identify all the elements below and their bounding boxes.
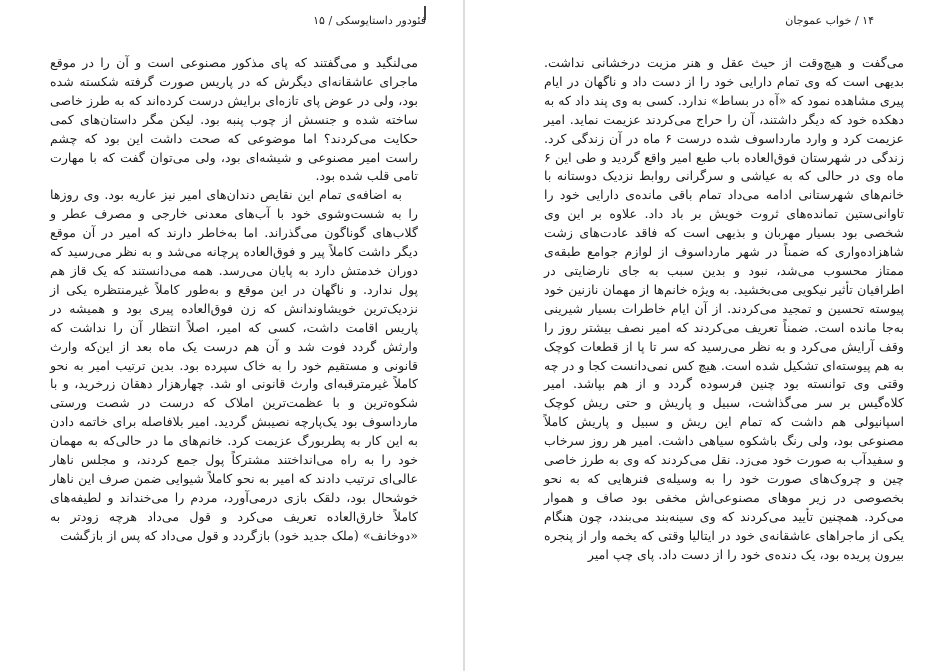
left-page-header: فئودور داستایوسکی / ۱۵ — [313, 14, 426, 27]
right-page — [466, 0, 932, 671]
left-paragraph-2: به اضافه‌ی تمام این نقایص دندان‌های امیر نیز عاریه بود. وی روزها را به شست‌وشوی خود با آب‌های معدنی خارجی و مصرف عطر و گلاب‌های گوناگون می‌گذراند. اما به‌خاطر دارند که امیر در آن موقع دیگر داشت کاملاً پیر و فوق‌العاده پرچانه می‌شد و به نظر می‌رسید که دوران خدمتش دارد به پایان می‌رسد. همه می‌دانستند که یک قاز هم پول ندارد. و ناگهان در این موقع و به‌طور کاملاً غیرمنتظره یکی از نزدیک‌ترین خویشاوندانش که زن فوق‌العاده پیری بود و همیشه در پاریس اقامت داشت، کسی که امیر، اصلاً انتظار آن را نداشت که وارثش گردد فوت شد و آن هم درست یک ماه بعد از این‌که وارث قانونی و مستقیم خود را به خاک سپرده بود. بدین ترتیب امیر به نحو کاملاً غیرمترقبه‌ای وارث قانونی او شد. چهارهزار دهقان زرخرید، و با شکوه‌ترین و با عظمت‌ترین املاک که درست در شصت ورستی مارداسوف بود یک‌پارچه نصیبش گردید. امیر بلافاصله برای خاتمه دادن به این کار به پطربورگ عزیمت کرد. خانم‌های ما در حالی‌که به مهمان خود را به راه می‌انداختند مشترکاً پول جمع کردند، و مجلس ناهار عالی‌ای ترتیب دادند که امیر به نحو کاملاً شیوایی ضمن صرف این ناهار خوشحال بود، دلقک بازی درمی‌آورد، مردم را می‌خنداند و لطیفه‌های کاملاً خارق‌العاده تعریف می‌کرد و قول می‌داد هرچه زودتر به «دوخانف» (ملک جدید خود) بازگردد و قول می‌داد که پس از بازگشت — [50, 187, 418, 543]
left-paragraph-1: می‌لنگید و می‌گفتند که پای مذکور مصنوعی است و آن را در موقع ماجرای عاشقانه‌ای دیگرش که در پاریس صورت گرفته شکسته شده بود، ولی در عوض پای تازه‌ای برایش درست کرده‌اند که به طرز خاصی ساخته شده و جنسش از چوب پنبه بود. لیکن مگر داستان‌های کمی حکایت می‌کردند؟ اما موضوعی که صحت داشت این بود که چشم راست امیر مصنوعی و شیشه‌ای بود، ولی می‌توان گفت که با مهارت تامی قلب شده بود. — [50, 55, 418, 184]
right-page-header: ۱۴ / خواب عموجان — [785, 14, 874, 27]
right-page-body — [544, 54, 904, 564]
right-paragraph-1: می‌گفت و هیچ‌وقت از حیث عقل و هنر مزیت درخشانی نداشت. بدیهی است که وی تمام دارایی خود را از دست داد و ناگهان در ایام پیری مشاهده نمود که «آه در بساط» ندارد. کسی به وی پند داد که به دهکده خود که دیگر داشتند، آن را حراج می‌کردند عزیمت نماید. امیر عزیمت کرد و وارد مارداسوف شده درست ۶ ماه در آن زندگی کرد. زندگی در شهرستان فوق‌العاده باب طبع امیر واقع گردید و طی این ۶ ماه وی در حالی که به عیاشی و سرگرانی روابط نزدیک دوستانه با خانم‌های شهرستانی ادامه می‌داد تمام باقی مانده‌ی دارایی خود را تاوانی‌ستین تمانده‌های ثروت خویش بر باد داد. علاوه بر این وی شخصی بود بسیار مهربان و بذیهی است که فاقد عادت‌های زشت شاهزاده‌واری که ضمناً در شهر مارداسوف از لوازم جوامع طبقه‌ی ممتاز محسوب می‌شد، نبود و بدین سبب به جای نارضایتی در اطرافیان تأثیر نیکویی می‌بخشید. به ویژه خانم‌ها از مهمان نازنین خود پیوسته تحسین و تمجید می‌کردند. از آن ایام خاطرات بسیار شیرینی به‌جا مانده است. ضمناً تعریف می‌کردند که امیر نصف بیشتر روز را وقف آرایش می‌کرد و به نظر می‌رسید که سر تا پا از قطعات کوچک به هم پیوسته‌ای تشکیل شده است. هیچ کس نمی‌دانست کجا و در چه وقتی وی توانسته بود چنین فرسوده گردد و از هم بپاشد. امیر کلاه‌گیس بر سر می‌گذاشت، سبیل و پاریش و حتی ریش کوچک اسپانیولی هم داشت که تمام این ریش و سبیل و پاریش کاملاً مصنوعی بود، ولی رنگ باشکوه سیاهی داشت. امیر هر روز سرخاب و سفیدآب به صورت خود می‌زد. نقل می‌کردند که وی به طرز خاصی چین و چروک‌های صورت خود را به وسیله‌ی فنرهایی که به نحو بخصوصی در زیر موهای مصنوعی‌اش مخفی بود صاف و هموار می‌کرد. همچنین تأیید می‌کردند که وی سینه‌بند می‌بندد، چون هنگام یکی از ماجراهای عاشقانه‌ی خود در ایتالیا وقتی که یخمه وار از پنجره بیرون پریده بود، یک دنده‌ی خود را از دست داد. پای چپ امیر — [544, 55, 904, 562]
left-page-body — [50, 54, 418, 546]
